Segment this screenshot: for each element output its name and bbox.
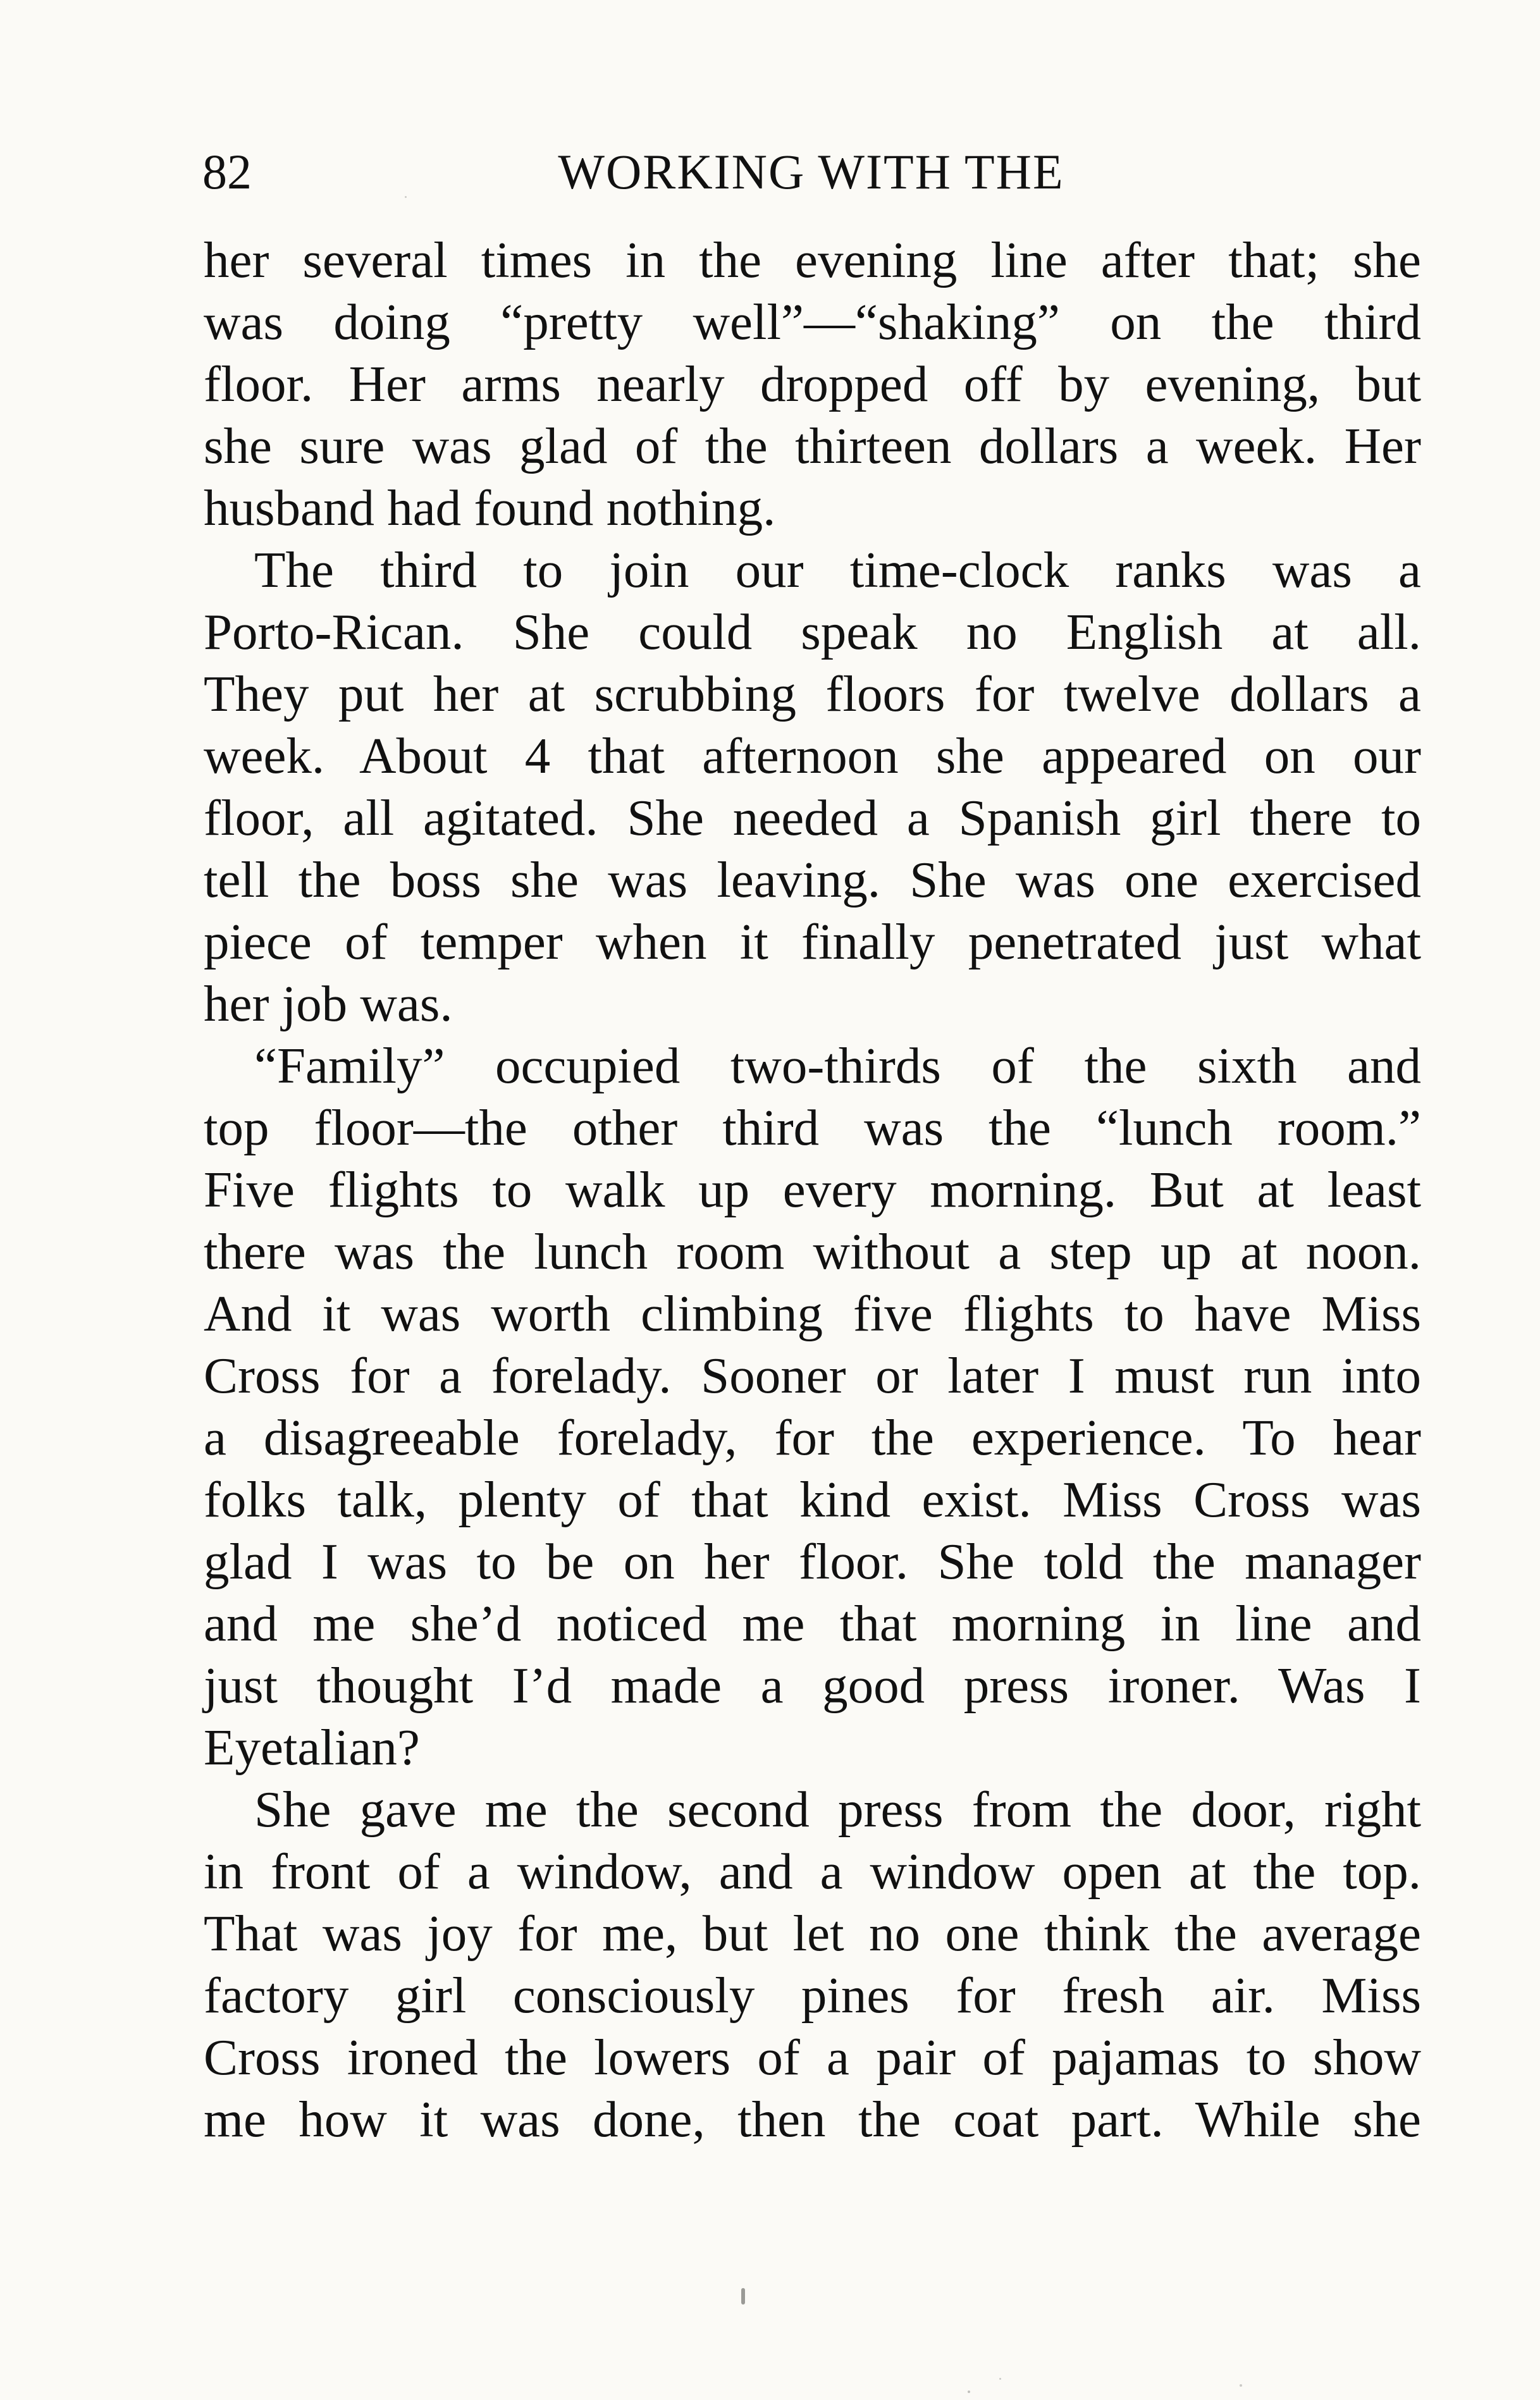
paper-speck [405,196,407,198]
text-line: me how it was done, then the coat part. While she [204,2091,1421,2148]
text-line: a disagreeable forelady, for the experience. To hear [204,1409,1421,1466]
paper-speck [1240,2384,1242,2387]
text-line: floor. Her arms nearly dropped off by evening, but [204,355,1421,412]
text-line: her several times in the evening line after that; she [204,231,1421,288]
paper-speck [741,2288,745,2305]
text-line: piece of temper when it finally penetrated just what [204,913,1421,970]
text-line: tell the boss she was leaving. She was one exercised [204,851,1421,908]
page-number: 82 [202,144,252,199]
text-line: “Family” occupied two-thirds of the sixth and [254,1037,1421,1094]
text-line: Cross ironed the lowers of a pair of pajamas to show [204,2029,1421,2086]
text-line: Porto-Rican. She could speak no English at all. [204,603,1421,660]
text-line: She gave me the second press from the door, right [254,1781,1421,1838]
body-text [204,229,1421,2150]
text-line: in front of a window, and a window open at the top. [204,1843,1421,1900]
text-line: folks talk, plenty of that kind exist. Miss Cross was [204,1471,1421,1528]
paper-speck [999,2378,1001,2380]
text-line: was doing “pretty well”—“shaking” on the third [204,293,1421,350]
text-line: Five flights to walk up every morning. But at least [204,1161,1421,1218]
text-line: glad I was to be on her floor. She told the manager [204,1533,1421,1590]
text-line: That was joy for me, but let no one think the average [204,1905,1421,1962]
text-line: week. About 4 that afternoon she appeared on our [204,727,1421,784]
text-line: there was the lunch room without a step up at noon. [204,1223,1421,1280]
paper-speck [968,2391,970,2393]
text-line: just thought I’d made a good press ironer. Was I [204,1657,1421,1714]
text-line: The third to join our time-clock ranks was a [254,541,1421,598]
text-line: factory girl consciously pines for fresh air. Miss [204,1967,1421,2024]
text-line: top floor—the other third was the “lunch room.” [204,1099,1421,1156]
text-line: husband had found nothing. [204,479,776,536]
text-line: and me she’d noticed me that morning in line and [204,1595,1421,1652]
text-line: Eyetalian? [204,1719,420,1776]
text-line: she sure was glad of the thirteen dollars a week. Her [204,417,1421,474]
text-line: Cross for a forelady. Sooner or later I must run into [204,1347,1421,1404]
running-title: WORKING WITH THE [558,144,1064,199]
running-head [202,140,1420,204]
text-line: floor, all agitated. She needed a Spanish girl there to [204,789,1421,846]
text-line: And it was worth climbing five flights to have Miss [204,1285,1421,1342]
text-line: her job was. [204,975,453,1032]
text-line: They put her at scrubbing floors for twelve dollars a [204,665,1421,722]
